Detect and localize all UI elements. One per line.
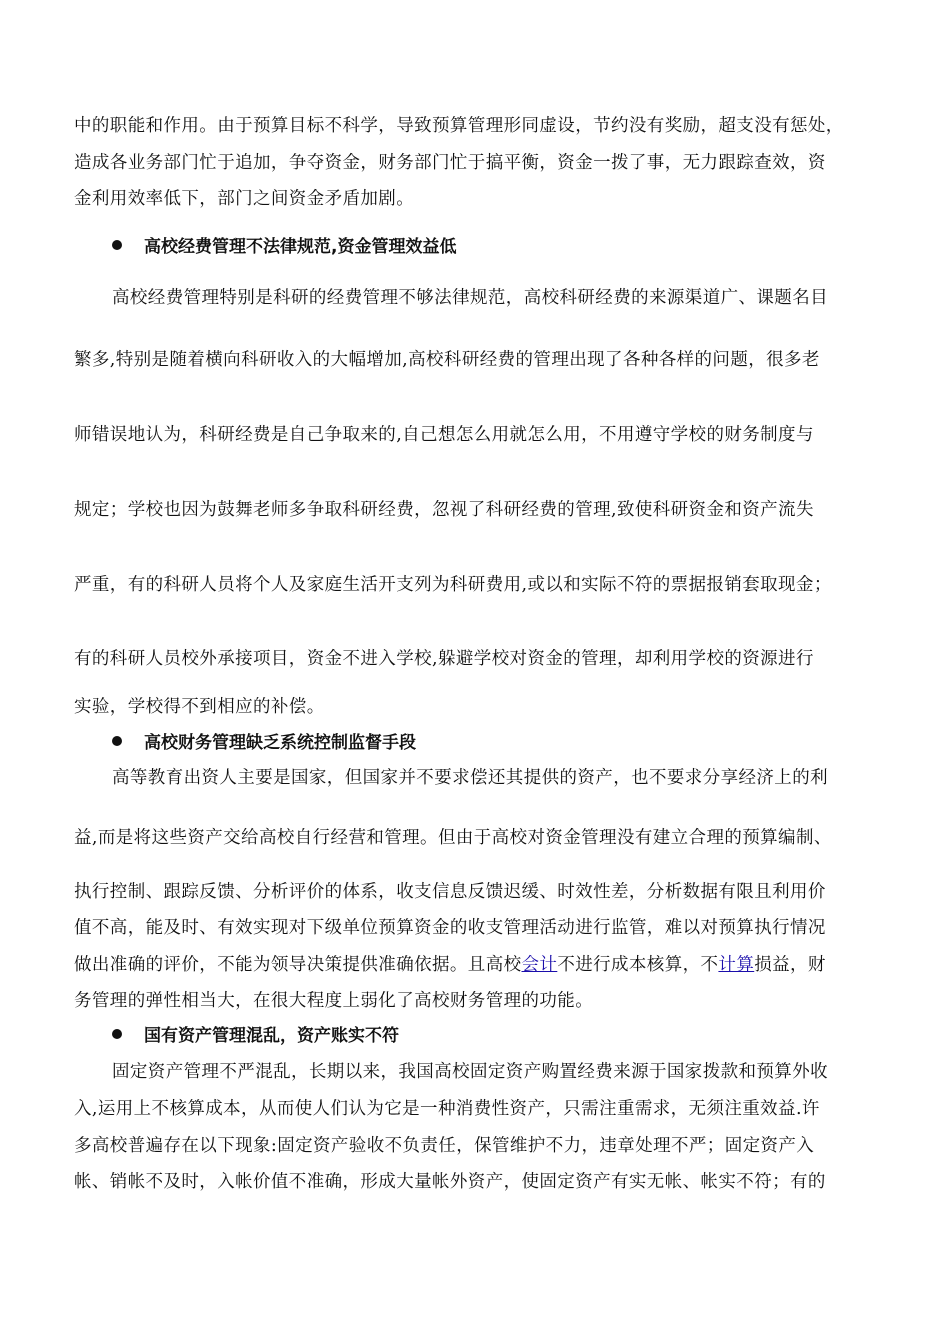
link-accounting[interactable]: 会计	[521, 955, 558, 975]
paragraph-text: 做出准确的评价，不能为领导决策提供准确依据。且高校	[74, 955, 522, 975]
paragraph-line: 固定资产管理不严混乱，长期以来，我国高校固定资产购置经费来源于国家拨款和预算外收	[112, 1062, 828, 1082]
paragraph-line: 高等教育出资人主要是国家，但国家并不要求偿还其提供的资产，也不要求分享经济上的利	[112, 768, 828, 788]
section-heading	[112, 1024, 812, 1048]
paragraph-line: 帐、销帐不及时，入帐价值不准确，形成大量帐外资产，使固定资产有实无帐、帐实不符；有的	[74, 1172, 826, 1192]
section-heading	[112, 235, 812, 259]
paragraph-line: 实验，学校得不到相应的补偿。	[74, 697, 325, 717]
paragraph-line: 高校经费管理特别是科研的经费管理不够法律规范，高校科研经费的来源渠道广、课题名目	[112, 288, 828, 308]
paragraph-line: 师错误地认为，科研经费是自己争取来的,自己想怎么用就怎么用，不用遵守学校的财务制度与	[74, 425, 814, 445]
paragraph-text: 损益，财	[754, 955, 826, 975]
paragraph-line: 中的职能和作用。由于预算目标不科学，导致预算管理形同虚设，节约没有奖励，超支没有惩处，	[74, 116, 844, 136]
paragraph-line: 规定；学校也因为鼓舞老师多争取科研经费，忽视了科研经费的管理,致使科研资金和资产流失	[74, 500, 814, 520]
paragraph-line: 多高校普遍存在以下现象:固定资产验收不负责任，保管维护不力，违章处理不严；固定资产入	[74, 1136, 815, 1156]
paragraph-line: 金利用效率低下，部门之间资金矛盾加剧。	[74, 189, 415, 209]
paragraph-line: 务管理的弹性相当大，在很大程度上弱化了高校财务管理的功能。	[74, 991, 594, 1011]
paragraph-text: 不进行成本核算，不	[557, 955, 719, 975]
paragraph-line: 繁多,特别是随着横向科研收入的大幅增加,高校科研经费的管理出现了各种各样的问题，很多老	[74, 350, 820, 370]
paragraph-line: 执行控制、跟踪反馈、分析评价的体系，收支信息反馈迟缓、时效性差，分析数据有限且利用价	[74, 882, 826, 902]
paragraph-line	[74, 953, 889, 977]
bullet-icon	[112, 1029, 122, 1039]
paragraph-line: 有的科研人员校外承接项目，资金不进入学校,躲避学校对资金的管理，却利用学校的资源进行	[74, 649, 814, 669]
paragraph-line: 益,而是将这些资产交给高校自行经营和管理。但由于高校对资金管理没有建立合理的预算编制、	[74, 828, 832, 848]
bullet-icon	[112, 736, 122, 746]
link-calculation[interactable]: 计算	[718, 955, 755, 975]
section-heading-text: 高校经费管理不法律规范,资金管理效益低	[144, 237, 457, 257]
paragraph-line: 入,运用上不核算成本，从而使人们认为它是一种消费性资产，只需注重需求，无须注重效益.许	[74, 1099, 820, 1119]
bullet-icon	[112, 240, 122, 250]
paragraph-line: 造成各业务部门忙于追加，争夺资金，财务部门忙于搞平衡，资金一拨了事，无力跟踪查效，资	[74, 153, 826, 173]
section-heading-text: 高校财务管理缺乏系统控制监督手段	[144, 733, 416, 753]
section-heading-text: 国有资产管理混乱，资产账实不符	[144, 1026, 399, 1046]
paragraph-line: 严重，有的科研人员将个人及家庭生活开支列为科研费用,或以和实际不符的票据报销套取现金；	[74, 575, 832, 595]
paragraph-line: 值不高，能及时、有效实现对下级单位预算资金的收支管理活动进行监管，难以对预算执行情况	[74, 918, 826, 938]
section-heading	[112, 731, 812, 755]
